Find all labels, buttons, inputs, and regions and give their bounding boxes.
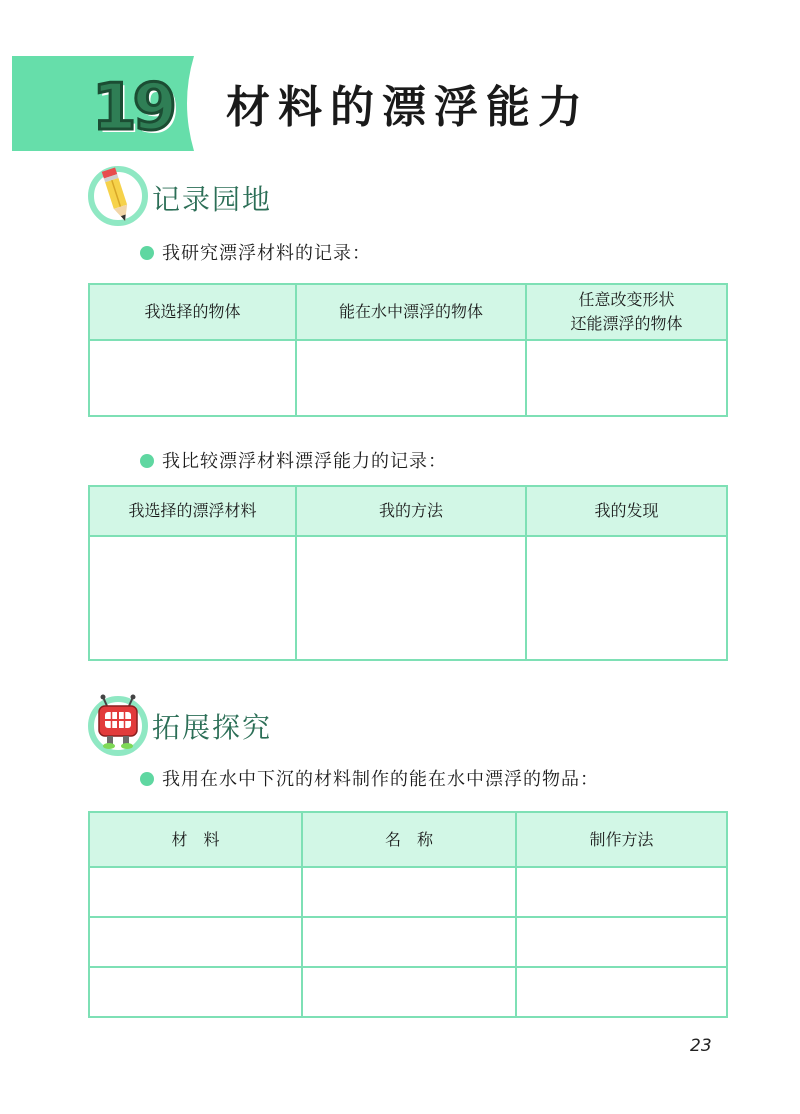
header-line: 任意改变形状 <box>578 290 675 309</box>
table-header-cell: 制作方法 <box>516 812 727 867</box>
table-header-cell: 能在水中漂浮的物体 <box>296 284 526 340</box>
prompt-text: 我研究漂浮材料的记录： <box>162 243 371 264</box>
table-header-cell: 材 料 <box>89 812 302 867</box>
table-cell[interactable] <box>516 917 727 967</box>
pencil-icon <box>88 164 148 226</box>
table-cell[interactable] <box>526 340 727 416</box>
section-title-explore: 拓展探究 <box>152 711 273 744</box>
bullet-dot <box>140 772 154 786</box>
page-title: 材料的漂浮能力 <box>226 82 590 133</box>
table-cell[interactable] <box>302 917 516 967</box>
table-cell[interactable] <box>516 867 727 917</box>
table-header-cell: 名 称 <box>302 812 516 867</box>
section-title-record: 记录园地 <box>152 183 273 216</box>
table-header-cell <box>526 284 727 340</box>
robot-icon <box>88 692 148 756</box>
table-header-cell: 我的方法 <box>296 486 526 536</box>
table-cell[interactable] <box>89 867 302 917</box>
prompt-text: 我比较漂浮材料漂浮能力的记录： <box>162 451 447 472</box>
table-cell[interactable] <box>89 536 296 660</box>
table-header-cell: 我选择的物体 <box>89 284 296 340</box>
table-cell[interactable] <box>302 967 516 1017</box>
table-floating-ability <box>88 485 728 661</box>
prompt-3 <box>140 768 599 792</box>
prompt-1 <box>140 242 371 266</box>
table-cell[interactable] <box>516 967 727 1017</box>
table-cell[interactable] <box>89 340 296 416</box>
prompt-text: 我用在水中下沉的材料制作的能在水中漂浮的物品： <box>162 769 599 790</box>
lesson-number: 19 <box>92 71 174 145</box>
table-cell[interactable] <box>302 867 516 917</box>
table-made-floating-items <box>88 811 728 1018</box>
table-cell[interactable] <box>296 340 526 416</box>
table-floating-materials <box>88 283 728 417</box>
bullet-dot <box>140 246 154 260</box>
page-number: 23 <box>690 1036 712 1056</box>
table-cell[interactable] <box>296 536 526 660</box>
table-cell[interactable] <box>526 536 727 660</box>
table-cell[interactable] <box>89 917 302 967</box>
table-header-cell: 我的发现 <box>526 486 727 536</box>
header-line: 还能漂浮的物体 <box>570 314 683 333</box>
table-cell[interactable] <box>89 967 302 1017</box>
bullet-dot <box>140 454 154 468</box>
prompt-2 <box>140 450 447 474</box>
table-header-cell: 我选择的漂浮材料 <box>89 486 296 536</box>
